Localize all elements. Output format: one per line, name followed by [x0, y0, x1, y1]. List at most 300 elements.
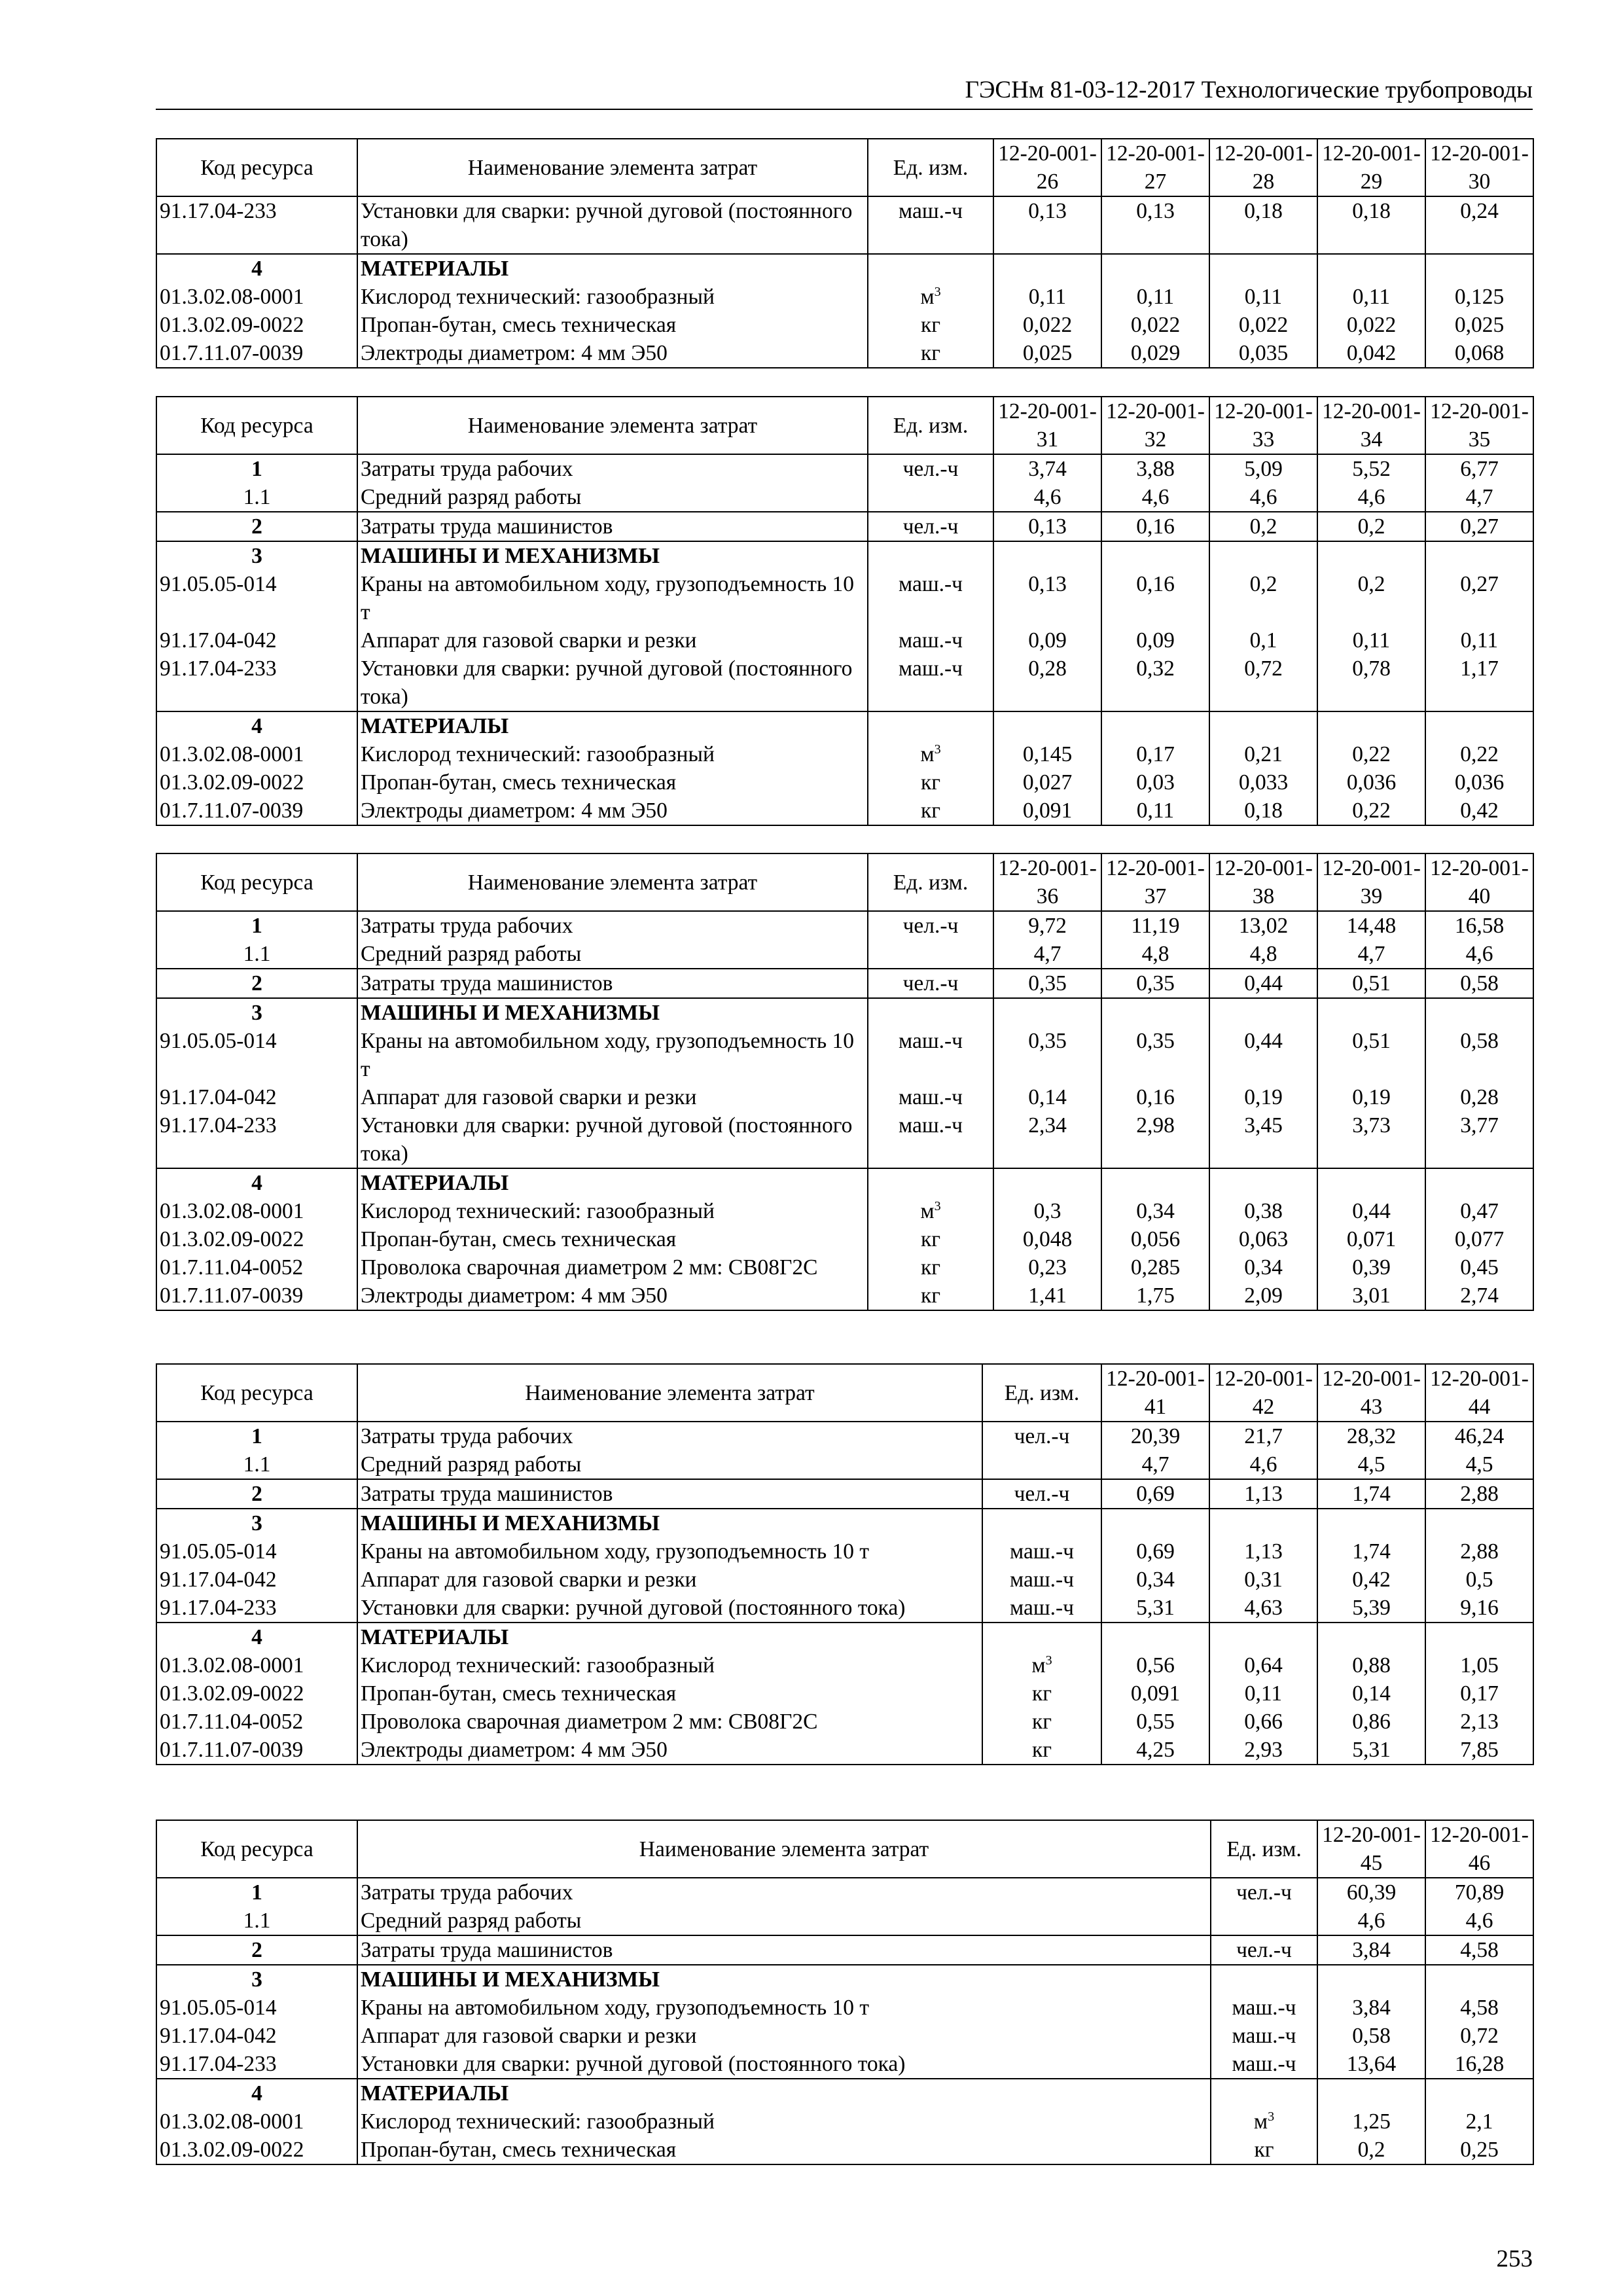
col-header-norm-code: 12-20-001-46: [1425, 1820, 1533, 1878]
value-cell: 0,056: [1101, 1225, 1209, 1253]
col-header-norm-code: 12-20-001-36: [993, 853, 1101, 911]
value-cell: 0,3: [993, 1197, 1101, 1225]
unit-cell: [868, 254, 993, 283]
unit-exponent: 3: [934, 742, 941, 757]
col-header-code: Код ресурса: [156, 853, 357, 911]
value-cell: 28,32: [1317, 1422, 1425, 1450]
unit-text: м: [920, 742, 935, 766]
unit-cell: [1211, 2079, 1317, 2108]
section-row: [156, 1479, 1533, 1509]
unit-cell: [868, 711, 993, 740]
value-cell: 0,78: [1317, 655, 1425, 711]
value-cell: 0,42: [1317, 1566, 1425, 1594]
value-cell: 0,063: [1209, 1225, 1317, 1253]
value-cell: 0,32: [1101, 655, 1209, 711]
resource-code: 3: [156, 1509, 357, 1537]
value-cell: [1101, 541, 1209, 570]
table-row: [156, 1083, 1533, 1111]
unit-text: чел.-ч: [902, 971, 959, 996]
resource-name: Кислород технический: газообразный: [357, 1651, 982, 1679]
value-cell: 0,2: [1317, 512, 1425, 541]
table-row: [156, 339, 1533, 368]
resource-code: 01.3.02.09-0022: [156, 1225, 357, 1253]
col-header-code: Код ресурса: [156, 397, 357, 454]
value-cell: 0,022: [1317, 311, 1425, 339]
resource-table-3: [156, 853, 1534, 1311]
table-row: [156, 1225, 1533, 1253]
col-header-norm-code: 12-20-001-39: [1317, 853, 1425, 911]
resource-code: 01.3.02.08-0001: [156, 283, 357, 311]
unit-cell: [868, 1253, 993, 1282]
unit-cell: [982, 1450, 1101, 1479]
resource-code: 01.3.02.08-0001: [156, 2108, 357, 2136]
resource-name: Пропан-бутан, смесь техническая: [357, 1225, 868, 1253]
value-cell: 1,75: [1101, 1282, 1209, 1310]
resource-table-2: [156, 396, 1534, 826]
unit-text: м: [1253, 2109, 1268, 2134]
resource-code: 01.7.11.07-0039: [156, 1282, 357, 1310]
table-row: [156, 1994, 1533, 2022]
value-cell: 0,1: [1209, 626, 1317, 655]
col-header-norm-code: 12-20-001-35: [1425, 397, 1533, 454]
section-title: МАШИНЫ И МЕХАНИЗМЫ: [357, 1965, 1211, 1994]
value-cell: 0,34: [1101, 1197, 1209, 1225]
col-header-code: Код ресурса: [156, 139, 357, 196]
resource-code: 91.17.04-233: [156, 655, 357, 711]
section-title: МАТЕРИАЛЫ: [357, 1168, 868, 1197]
unit-text: маш.-ч: [1232, 2024, 1296, 2048]
unit-cell: [982, 1594, 1101, 1623]
resource-code: 01.3.02.08-0001: [156, 740, 357, 768]
section-row: [156, 969, 1533, 998]
table-header-row: [156, 1820, 1533, 1878]
col-header-norm-code: 12-20-001-27: [1101, 139, 1209, 196]
value-cell: [1425, 1965, 1533, 1994]
col-header-norm-code: 12-20-001-31: [993, 397, 1101, 454]
table-row: [156, 283, 1533, 311]
unit-cell: [982, 1566, 1101, 1594]
resource-code: 91.05.05-014: [156, 1994, 357, 2022]
unit-text: чел.-ч: [1014, 1482, 1070, 1506]
value-cell: 0,39: [1317, 1253, 1425, 1282]
resource-name: Электроды диаметром: 4 мм Э50: [357, 1736, 982, 1765]
unit-cell: [868, 740, 993, 768]
resource-name: Электроды диаметром: 4 мм Э50: [357, 1282, 868, 1310]
value-cell: 0,13: [993, 570, 1101, 626]
table-header-row: [156, 1364, 1533, 1422]
resource-name: Затраты труда рабочих: [357, 454, 868, 483]
col-header-norm-code: 12-20-001-26: [993, 139, 1101, 196]
value-cell: [993, 254, 1101, 283]
value-cell: [1425, 1623, 1533, 1651]
resource-code: 4: [156, 2079, 357, 2108]
section-row: [156, 541, 1533, 570]
unit-cell: [982, 1479, 1101, 1509]
value-cell: 0,58: [1317, 2022, 1425, 2050]
section-row: [156, 2079, 1533, 2108]
value-cell: 7,85: [1425, 1736, 1533, 1765]
resource-table-5: [156, 1820, 1534, 2165]
col-header-unit: Ед. изм.: [868, 853, 993, 911]
resource-code: 01.3.02.08-0001: [156, 1197, 357, 1225]
unit-text: кг: [920, 1283, 941, 1308]
value-cell: 5,52: [1317, 454, 1425, 483]
value-cell: 9,72: [993, 911, 1101, 940]
unit-cell: [868, 454, 993, 483]
unit-cell: [982, 1537, 1101, 1566]
value-cell: 21,7: [1209, 1422, 1317, 1450]
unit-text: маш.-ч: [1009, 1539, 1074, 1564]
table-row: [156, 1111, 1533, 1168]
unit-cell: [982, 1623, 1101, 1651]
value-cell: 0,13: [993, 512, 1101, 541]
section-title: МАТЕРИАЛЫ: [357, 1623, 982, 1651]
resource-name: Краны на автомобильном ходу, грузоподъемность 10 т: [357, 1994, 1211, 2022]
unit-cell: [868, 1225, 993, 1253]
value-cell: 0,69: [1101, 1479, 1209, 1509]
value-cell: 13,64: [1317, 2050, 1425, 2079]
value-cell: 0,033: [1209, 768, 1317, 797]
unit-cell: [868, 483, 993, 512]
value-cell: 2,93: [1209, 1736, 1317, 1765]
unit-cell: [868, 626, 993, 655]
value-cell: 4,5: [1317, 1450, 1425, 1479]
section-title: МАТЕРИАЛЫ: [357, 711, 868, 740]
value-cell: 0,58: [1425, 969, 1533, 998]
resource-name: Кислород технический: газообразный: [357, 740, 868, 768]
value-cell: [1425, 2079, 1533, 2108]
value-cell: 60,39: [1317, 1878, 1425, 1907]
value-cell: [993, 998, 1101, 1027]
unit-cell: [868, 283, 993, 311]
table-row: [156, 2022, 1533, 2050]
value-cell: 0,22: [1317, 797, 1425, 825]
table-row: [156, 626, 1533, 655]
unit-text: чел.-ч: [1014, 1424, 1070, 1448]
unit-text: кг: [1031, 1738, 1052, 1762]
resource-code: 3: [156, 541, 357, 570]
value-cell: 0,17: [1101, 740, 1209, 768]
value-cell: 0,16: [1101, 512, 1209, 541]
resource-code: 01.3.02.09-0022: [156, 2136, 357, 2164]
unit-text: кг: [1031, 1681, 1052, 1706]
value-cell: 0,34: [1101, 1566, 1209, 1594]
table-row: [156, 1708, 1533, 1736]
resource-name: Установки для сварки: ручной дуговой (постоянного тока): [357, 655, 868, 711]
unit-cell: [1211, 2108, 1317, 2136]
unit-cell: [868, 797, 993, 825]
section-row: [156, 512, 1533, 541]
resource-code: 1: [156, 454, 357, 483]
value-cell: 0,091: [1101, 1679, 1209, 1708]
value-cell: 0,077: [1425, 1225, 1533, 1253]
unit-cell: [1211, 1994, 1317, 2022]
value-cell: [1317, 1509, 1425, 1537]
table-row: [156, 2050, 1533, 2079]
table-row: [156, 311, 1533, 339]
unit-text: маш.-ч: [898, 572, 963, 596]
unit-text: м: [920, 1199, 935, 1223]
resource-code: 1: [156, 1878, 357, 1907]
value-cell: 0,17: [1425, 1679, 1533, 1708]
value-cell: 6,77: [1425, 454, 1533, 483]
value-cell: 0,44: [1209, 1027, 1317, 1083]
value-cell: 0,27: [1425, 570, 1533, 626]
value-cell: 4,6: [1425, 940, 1533, 969]
page-header: [156, 77, 1533, 110]
table-row: [156, 1422, 1533, 1450]
value-cell: 0,11: [1317, 626, 1425, 655]
resource-code: 01.7.11.07-0039: [156, 797, 357, 825]
resource-table-4: [156, 1363, 1534, 1765]
unit-text: маш.-ч: [898, 628, 963, 653]
table-row: [156, 196, 1533, 254]
value-cell: 4,7: [1317, 940, 1425, 969]
value-cell: 2,88: [1425, 1537, 1533, 1566]
resource-code: 01.7.11.04-0052: [156, 1253, 357, 1282]
unit-cell: [1211, 1935, 1317, 1965]
unit-cell: [868, 768, 993, 797]
table-row: [156, 1027, 1533, 1083]
value-cell: 1,05: [1425, 1651, 1533, 1679]
resource-name: Краны на автомобильном ходу, грузоподъемность 10 т: [357, 1027, 868, 1083]
section-title: МАШИНЫ И МЕХАНИЗМЫ: [357, 1509, 982, 1537]
value-cell: 0,145: [993, 740, 1101, 768]
value-cell: 1,41: [993, 1282, 1101, 1310]
value-cell: 0,11: [1101, 283, 1209, 311]
col-header-unit: Ед. изм.: [1211, 1820, 1317, 1878]
col-header-norm-code: 12-20-001-37: [1101, 853, 1209, 911]
value-cell: 0,28: [993, 655, 1101, 711]
unit-cell: [868, 541, 993, 570]
unit-text: маш.-ч: [1009, 1596, 1074, 1620]
section-title: Затраты труда машинистов: [357, 969, 868, 998]
value-cell: 0,125: [1425, 283, 1533, 311]
resource-code: 4: [156, 711, 357, 740]
value-cell: 2,74: [1425, 1282, 1533, 1310]
value-cell: [1209, 711, 1317, 740]
value-cell: 3,84: [1317, 1994, 1425, 2022]
resource-name: Аппарат для газовой сварки и резки: [357, 626, 868, 655]
value-cell: 5,31: [1317, 1736, 1425, 1765]
value-cell: [1425, 541, 1533, 570]
value-cell: 0,068: [1425, 339, 1533, 368]
value-cell: [1101, 998, 1209, 1027]
resource-name: Краны на автомобильном ходу, грузоподъемность 10 т: [357, 1537, 982, 1566]
resource-table-1: [156, 138, 1534, 368]
value-cell: [1317, 1965, 1425, 1994]
unit-cell: [982, 1736, 1101, 1765]
unit-cell: [868, 196, 993, 254]
value-cell: 0,18: [1209, 797, 1317, 825]
table-header-row: [156, 853, 1533, 911]
value-cell: [1317, 1623, 1425, 1651]
unit-text: чел.-ч: [1236, 1938, 1292, 1962]
value-cell: 0,28: [1425, 1083, 1533, 1111]
resource-code: 01.3.02.09-0022: [156, 768, 357, 797]
value-cell: 11,19: [1101, 911, 1209, 940]
value-cell: 0,24: [1425, 196, 1533, 254]
value-cell: 0,5: [1425, 1566, 1533, 1594]
value-cell: 0,72: [1425, 2022, 1533, 2050]
unit-text: маш.-ч: [1232, 1996, 1296, 2020]
value-cell: 70,89: [1425, 1878, 1533, 1907]
value-cell: 0,44: [1209, 969, 1317, 998]
resource-name: Кислород технический: газообразный: [357, 1197, 868, 1225]
col-header-name: Наименование элемента затрат: [357, 853, 868, 911]
value-cell: [1317, 998, 1425, 1027]
col-header-name: Наименование элемента затрат: [357, 1820, 1211, 1878]
value-cell: 4,8: [1101, 940, 1209, 969]
table-row: [156, 2108, 1533, 2136]
value-cell: [993, 711, 1101, 740]
value-cell: 0,022: [1209, 311, 1317, 339]
unit-exponent: 3: [1268, 2109, 1275, 2124]
value-cell: 0,048: [993, 1225, 1101, 1253]
section-row: [156, 998, 1533, 1027]
resource-name: Электроды диаметром: 4 мм Э50: [357, 339, 868, 368]
col-header-unit: Ед. изм.: [982, 1364, 1101, 1422]
value-cell: [1425, 1168, 1533, 1197]
value-cell: 0,55: [1101, 1708, 1209, 1736]
col-header-name: Наименование элемента затрат: [357, 397, 868, 454]
resource-code: 3: [156, 998, 357, 1027]
resource-name: Краны на автомобильном ходу, грузоподъемность 10 т: [357, 570, 868, 626]
value-cell: 0,45: [1425, 1253, 1533, 1282]
value-cell: 0,022: [993, 311, 1101, 339]
table-row: [156, 1736, 1533, 1765]
resource-name: Электроды диаметром: 4 мм Э50: [357, 797, 868, 825]
value-cell: 4,6: [1209, 1450, 1317, 1479]
col-header-name: Наименование элемента затрат: [357, 1364, 982, 1422]
unit-exponent: 3: [1045, 1653, 1052, 1668]
value-cell: 4,7: [993, 940, 1101, 969]
value-cell: 4,5: [1425, 1450, 1533, 1479]
page-number: 253: [1496, 2246, 1533, 2272]
value-cell: 0,036: [1425, 768, 1533, 797]
value-cell: 5,09: [1209, 454, 1317, 483]
resource-code: 91.17.04-233: [156, 196, 357, 254]
unit-cell: [868, 969, 993, 998]
unit-text: маш.-ч: [898, 1113, 963, 1138]
value-cell: 0,11: [1425, 626, 1533, 655]
value-cell: [1317, 2079, 1425, 2108]
section-title: МАШИНЫ И МЕХАНИЗМЫ: [357, 998, 868, 1027]
section-title: МАТЕРИАЛЫ: [357, 2079, 1211, 2108]
resource-code: 01.7.11.07-0039: [156, 339, 357, 368]
value-cell: [1317, 711, 1425, 740]
value-cell: 2,88: [1425, 1479, 1533, 1509]
value-cell: 0,66: [1209, 1708, 1317, 1736]
value-cell: 0,16: [1101, 1083, 1209, 1111]
col-header-name: Наименование элемента затрат: [357, 139, 868, 196]
resource-name: Установки для сварки: ручной дуговой (постоянного тока): [357, 1111, 868, 1168]
unit-cell: [1211, 1907, 1317, 1935]
col-header-norm-code: 12-20-001-29: [1317, 139, 1425, 196]
section-title: Затраты труда машинистов: [357, 512, 868, 541]
value-cell: 0,13: [993, 196, 1101, 254]
value-cell: 0,027: [993, 768, 1101, 797]
unit-text: чел.-ч: [902, 457, 959, 481]
resource-name: Средний разряд работы: [357, 1450, 982, 1479]
value-cell: 0,11: [1101, 797, 1209, 825]
value-cell: 46,24: [1425, 1422, 1533, 1450]
value-cell: 4,63: [1209, 1594, 1317, 1623]
resource-name: Кислород технический: газообразный: [357, 2108, 1211, 2136]
value-cell: 0,69: [1101, 1537, 1209, 1566]
resource-name: Затраты труда рабочих: [357, 1878, 1211, 1907]
value-cell: 0,036: [1317, 768, 1425, 797]
value-cell: [1101, 1623, 1209, 1651]
section-row: [156, 1168, 1533, 1197]
unit-text: маш.-ч: [1009, 1568, 1074, 1592]
value-cell: 0,72: [1209, 655, 1317, 711]
unit-cell: [982, 1679, 1101, 1708]
section-title: МАШИНЫ И МЕХАНИЗМЫ: [357, 541, 868, 570]
resource-code: 91.17.04-233: [156, 1111, 357, 1168]
value-cell: 0,64: [1209, 1651, 1317, 1679]
value-cell: [1209, 1623, 1317, 1651]
page-header-title: ГЭСНм 81-03-12-2017 Технологические трубопроводы: [965, 77, 1533, 103]
value-cell: 3,88: [1101, 454, 1209, 483]
value-cell: 0,88: [1317, 1651, 1425, 1679]
unit-cell: [868, 1282, 993, 1310]
resource-name: Проволока сварочная диаметром 2 мм: СВ08Г2С: [357, 1253, 868, 1282]
resource-code: 91.05.05-014: [156, 1027, 357, 1083]
value-cell: 0,34: [1209, 1253, 1317, 1282]
resource-code: 91.17.04-042: [156, 2022, 357, 2050]
unit-text: кг: [920, 1227, 941, 1251]
value-cell: 0,16: [1101, 570, 1209, 626]
unit-text: кг: [920, 341, 941, 365]
table-header-row: [156, 397, 1533, 454]
value-cell: 0,071: [1317, 1225, 1425, 1253]
resource-code: 1: [156, 1422, 357, 1450]
table-row: [156, 1679, 1533, 1708]
value-cell: [993, 1168, 1101, 1197]
resource-name: Затраты труда рабочих: [357, 1422, 982, 1450]
value-cell: [1209, 1168, 1317, 1197]
resource-code: 91.17.04-233: [156, 1594, 357, 1623]
value-cell: [1317, 1168, 1425, 1197]
unit-text: кг: [920, 770, 941, 795]
value-cell: [993, 541, 1101, 570]
value-cell: [1101, 1168, 1209, 1197]
resource-name: Установки для сварки: ручной дуговой (постоянного тока): [357, 2050, 1211, 2079]
value-cell: 0,27: [1425, 512, 1533, 541]
table-row: [156, 1253, 1533, 1282]
unit-cell: [868, 570, 993, 626]
resource-code: 91.05.05-014: [156, 1537, 357, 1566]
unit-cell: [1211, 2050, 1317, 2079]
value-cell: 4,6: [1425, 1907, 1533, 1935]
resource-name: Кислород технический: газообразный: [357, 283, 868, 311]
value-cell: 4,8: [1209, 940, 1317, 969]
value-cell: 3,84: [1317, 1935, 1425, 1965]
value-cell: 2,09: [1209, 1282, 1317, 1310]
resource-code: 01.3.02.09-0022: [156, 311, 357, 339]
resource-name: Аппарат для газовой сварки и резки: [357, 1083, 868, 1111]
unit-text: маш.-ч: [898, 199, 963, 223]
table-row: [156, 1197, 1533, 1225]
value-cell: 0,285: [1101, 1253, 1209, 1282]
table-row: [156, 1594, 1533, 1623]
col-header-norm-code: 12-20-001-42: [1209, 1364, 1317, 1422]
unit-cell: [868, 998, 993, 1027]
value-cell: [1209, 254, 1317, 283]
resource-name: Средний разряд работы: [357, 483, 868, 512]
resource-code: 1.1: [156, 1450, 357, 1479]
